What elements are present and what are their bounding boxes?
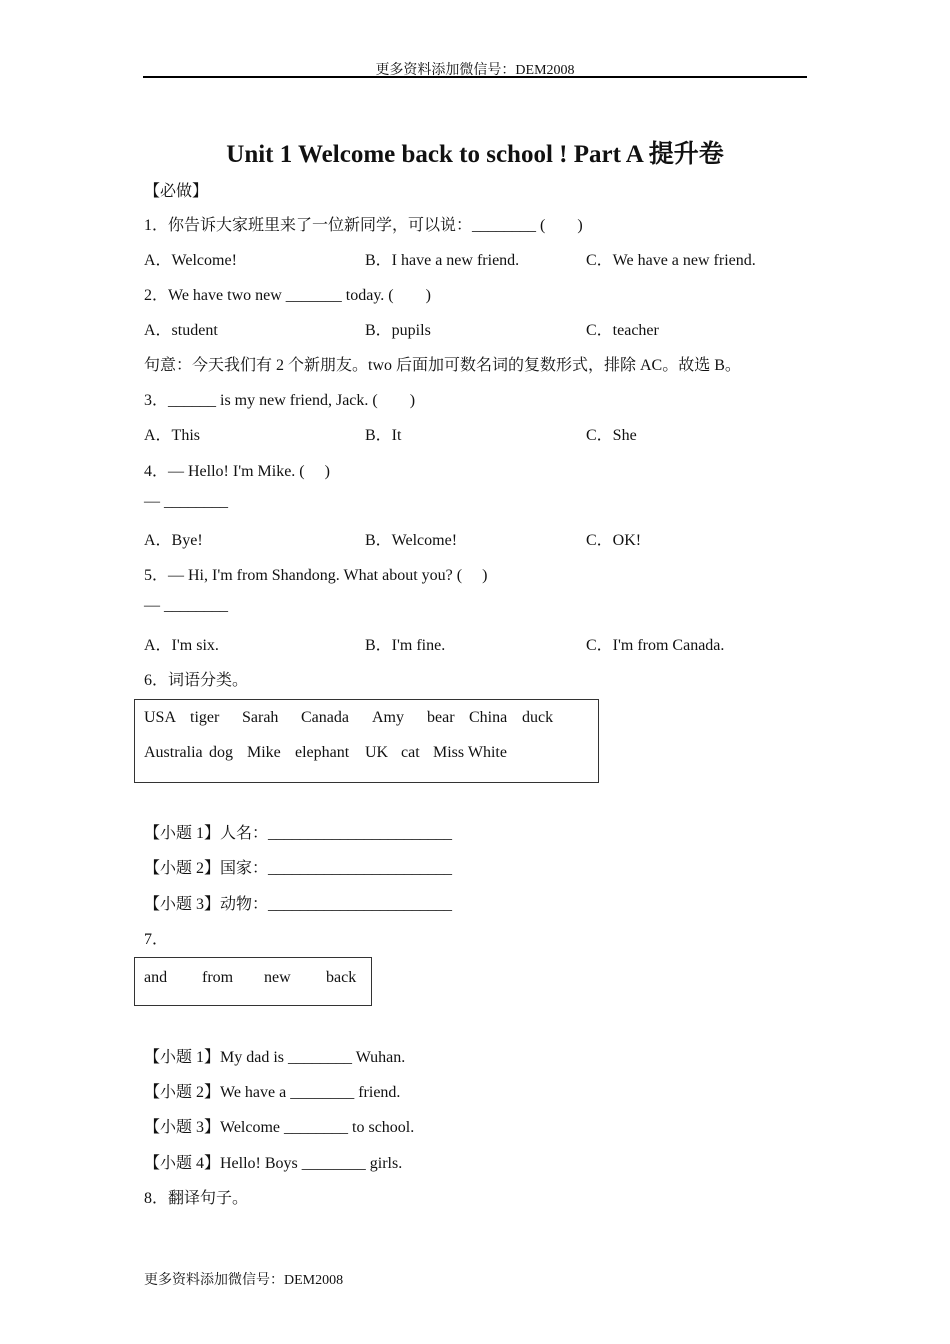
word-bank-word: back bbox=[326, 969, 357, 986]
question-2-option-c: C．teacher bbox=[586, 322, 659, 339]
question-1-option-b: B．I have a new friend. bbox=[365, 252, 520, 269]
question-6-sub-3: 【小题 3】动物：_______________________ bbox=[144, 896, 453, 913]
question-4-stem: 4．— Hello! I'm Mike. ( ) bbox=[144, 463, 330, 480]
word-bank-word: bear bbox=[427, 709, 455, 726]
word-bank-word: Canada bbox=[301, 709, 349, 726]
question-2-option-a: A．student bbox=[144, 322, 218, 339]
question-1-stem: 1．你告诉大家班里来了一位新同学，可以说：________ ( ) bbox=[144, 217, 583, 234]
question-2-option-b: B．pupils bbox=[365, 322, 431, 339]
header-divider bbox=[143, 76, 807, 78]
question-4-reply: — ________ bbox=[144, 493, 228, 510]
question-3-stem: 3．______ is my new friend, Jack. ( ) bbox=[144, 392, 416, 409]
section-label: 【必做】 bbox=[144, 183, 209, 200]
word-bank-word: Amy bbox=[372, 709, 404, 726]
question-2-stem: 2．We have two new _______ today. ( ) bbox=[144, 287, 431, 304]
word-bank-word: Mike bbox=[247, 744, 281, 761]
question-6-sub-2: 【小题 2】国家：_______________________ bbox=[144, 860, 453, 877]
word-bank-word: USA bbox=[144, 709, 177, 726]
question-2-analysis: 句意：今天我们有 2 个新朋友。two 后面加可数名词的复数形式，排除 AC。故选 B。 bbox=[144, 357, 741, 374]
word-bank-word: and bbox=[144, 969, 168, 986]
question-6-stem: 6．词语分类。 bbox=[144, 672, 249, 689]
word-bank-box-6 bbox=[134, 699, 599, 783]
page-header: 更多资料添加微信号：DEM2008 bbox=[375, 63, 575, 78]
word-bank-word: China bbox=[469, 709, 508, 726]
question-7-stem: 7． bbox=[144, 931, 169, 948]
question-6-sub-1: 【小题 1】人名：_______________________ bbox=[144, 825, 453, 842]
page-title: Unit 1 Welcome back to school ! Part A 提升卷 bbox=[226, 141, 724, 168]
word-bank-word: new bbox=[264, 969, 291, 986]
word-bank-box-7 bbox=[134, 957, 372, 1006]
word-bank-word: elephant bbox=[295, 744, 350, 761]
word-bank-word: Miss White bbox=[433, 744, 507, 761]
question-5-option-a: A．I'm six. bbox=[144, 637, 219, 654]
page-footer: 更多资料添加微信号：DEM2008 bbox=[144, 1273, 344, 1288]
word-bank-word: duck bbox=[522, 709, 554, 726]
question-5-reply: — ________ bbox=[144, 597, 228, 614]
question-4-option-a: A．Bye! bbox=[144, 532, 203, 549]
question-1-option-a: A．Welcome! bbox=[144, 252, 237, 269]
question-4-option-b: B．Welcome! bbox=[365, 532, 458, 549]
question-5-stem: 5．— Hi, I'm from Shandong. What about you? ( ) bbox=[144, 567, 488, 584]
word-bank-word: UK bbox=[365, 744, 389, 761]
word-bank-word: cat bbox=[401, 744, 420, 761]
question-3-option-b: B．It bbox=[365, 427, 402, 444]
word-bank-word: Australia bbox=[144, 744, 203, 761]
question-3-option-c: C．She bbox=[586, 427, 637, 444]
question-5-option-b: B．I'm fine. bbox=[365, 637, 446, 654]
question-7-sub-3: 【小题 3】Welcome ________ to school. bbox=[144, 1119, 415, 1136]
question-5-option-c: C．I'm from Canada. bbox=[586, 637, 725, 654]
question-4-option-c: C．OK! bbox=[586, 532, 642, 549]
question-7-sub-4: 【小题 4】Hello! Boys ________ girls. bbox=[144, 1155, 403, 1172]
word-bank-word: from bbox=[202, 969, 234, 986]
question-7-sub-1: 【小题 1】My dad is ________ Wuhan. bbox=[144, 1049, 406, 1066]
question-1-option-c: C．We have a new friend. bbox=[586, 252, 756, 269]
word-bank-word: tiger bbox=[190, 709, 220, 726]
word-bank-word: Sarah bbox=[242, 709, 279, 726]
question-7-sub-2: 【小题 2】We have a ________ friend. bbox=[144, 1084, 401, 1101]
word-bank-word: dog bbox=[209, 744, 233, 761]
question-3-option-a: A．This bbox=[144, 427, 201, 444]
question-8-stem: 8．翻译句子。 bbox=[144, 1190, 249, 1207]
